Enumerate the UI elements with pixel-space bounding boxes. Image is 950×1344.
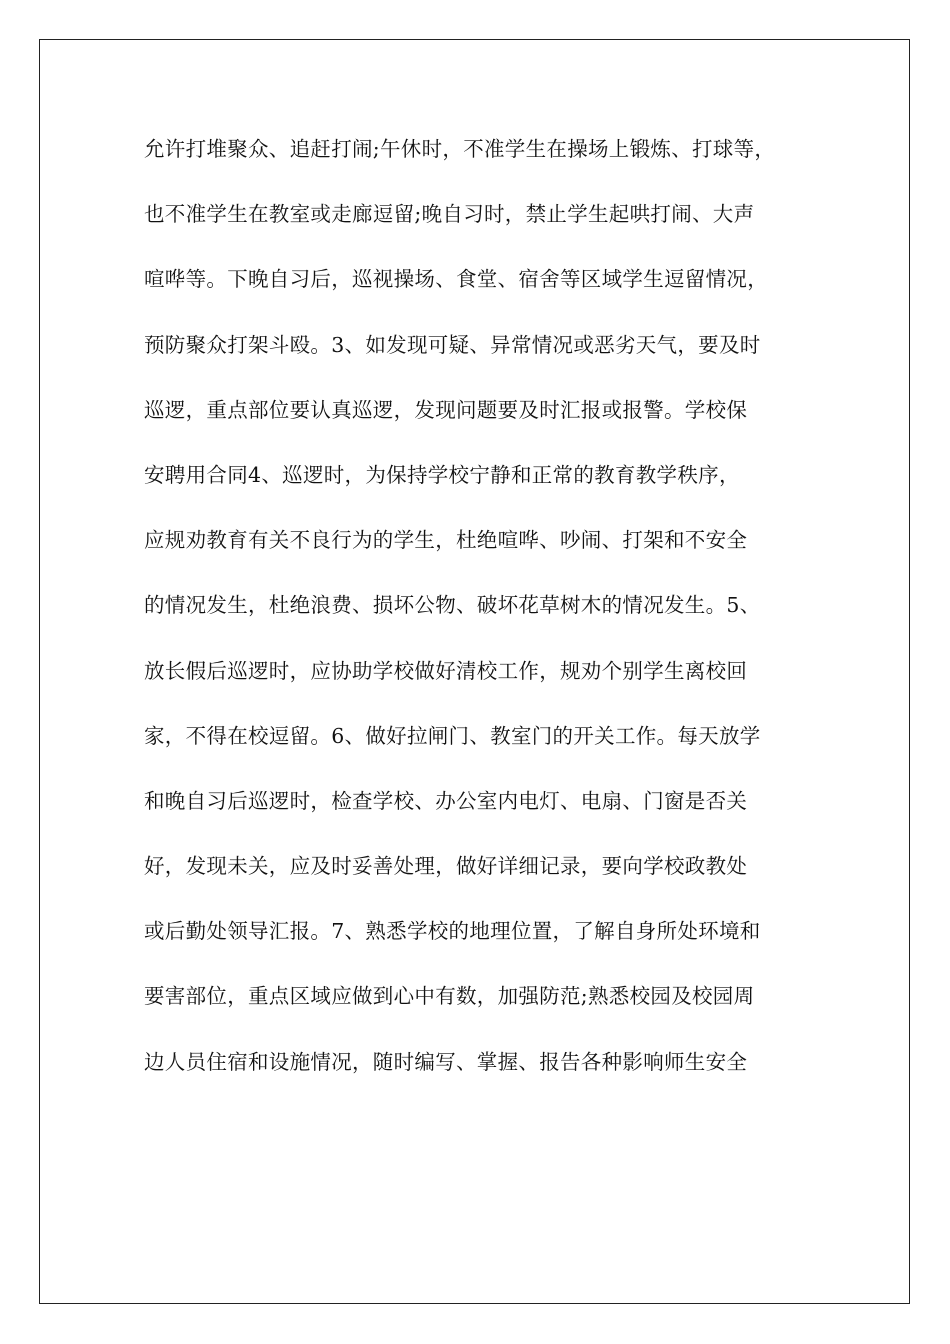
text-line: 应规劝教育有关不良行为的学生，杜绝喧哗、吵闹、打架和不安全 (144, 528, 748, 553)
text-line: 和晚自习后巡逻时，检查学校、办公室内电灯、电扇、门窗是否关 (144, 788, 748, 813)
text-line: 喧哗等。下晚自习后，巡视操场、食堂、宿舍等区域学生逗留情况， (144, 267, 768, 292)
text-line: 允许打堆聚众、追赶打闹;午休时，不准学生在操场上锻炼、打球等， (144, 137, 776, 161)
text-line: 安聘用合同4、巡逻时，为保持学校宁静和正常的教育教学秩序， (144, 462, 740, 487)
text-line: 预防聚众打架斗殴。3、如发现可疑、异常情况或恶劣天气，要及时 (144, 332, 761, 357)
text-line: 要害部位，重点区域应做到心中有数，加强防范;熟悉校园及校园周 (144, 984, 755, 1009)
text-line: 的情况发生，杜绝浪费、损坏公物、破坏花草树木的情况发生。5、 (144, 593, 761, 618)
text-line: 巡逻，重点部位要认真巡逻，发现问题要及时汇报或报警。学校保 (144, 397, 748, 422)
document-body (144, 129, 844, 1107)
text-line: 也不准学生在教室或走廊逗留;晚自习时，禁止学生起哄打闹、大声 (144, 202, 755, 227)
text-line: 家，不得在校逗留。6、做好拉闸门、教室门的开关工作。每天放学 (144, 723, 761, 748)
text-line: 好，发现未关，应及时妥善处理，做好详细记录，要向学校政教处 (144, 854, 748, 879)
text-line: 放长假后巡逻时，应协助学校做好清校工作，规劝个别学生离校回 (144, 658, 748, 683)
text-line: 边人员住宿和设施情况，随时编写、掌握、报告各种影响师生安全 (144, 1049, 748, 1074)
text-line: 或后勤处领导汇报。7、熟悉学校的地理位置，了解自身所处环境和 (144, 919, 761, 944)
